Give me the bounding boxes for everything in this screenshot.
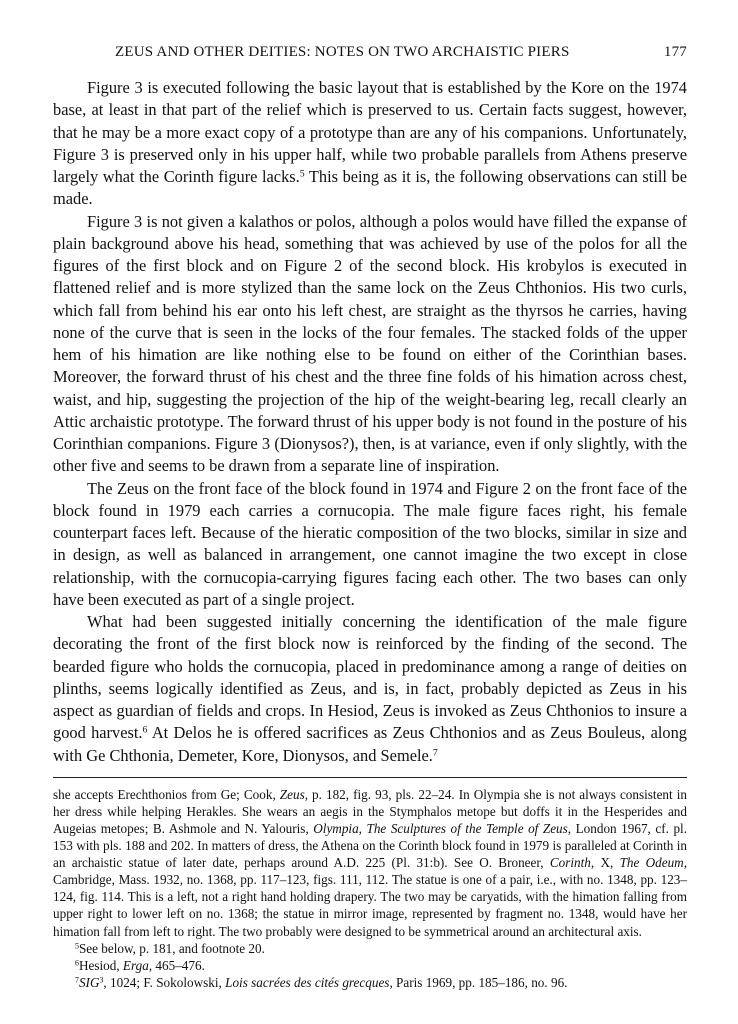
footnote-continued-part-a: she accepts Erechthonios from Ge; Cook, (53, 786, 280, 802)
paragraph-3: The Zeus on the front face of the block found in 1974 and Figure 2 on the front face of the block found in 1979 each carries a cornucopia. The male figure faces right, his female counterpart faces left. Because of the hieratic composition of the two blocks, similar in size and in design, as well as balanced in arrangement, one cannot imagine the two except in close relationship, with the cornucopia-carrying figures facing each other. The two bases can only have been executed as part of a single project. (53, 478, 687, 609)
footnote-continued (53, 786, 687, 940)
footnote-divider (53, 777, 687, 778)
footnote-6-tail: , 465–476. (148, 957, 205, 973)
footnote-7-edition: 3 (99, 975, 104, 985)
footnote-5-text: See below, p. 181, and footnote 20. (78, 940, 265, 956)
running-title: ZEUS AND OTHER DEITIES: NOTES ON TWO ARCHAISTIC PIERS (115, 44, 570, 60)
body-text (53, 77, 687, 767)
footnote-5 (53, 940, 687, 957)
page (53, 44, 687, 991)
footnote-continued-title-olympia: Olympia, The Sculptures of the Temple of Zeus (313, 820, 568, 836)
footnote-7-tail: , Paris 1969, pp. 185–186, no. 96. (389, 974, 568, 990)
page-number: 177 (663, 44, 687, 60)
footnote-ref-5[interactable]: 5 (299, 168, 305, 180)
footnote-7-title: Lois sacrées des cités grecques (225, 974, 390, 990)
paragraph-4-text-1: What had been suggested initially concerning the identification of the male figure decorating the front of the first block now is reinforced by the finding of the second. The bearded figure who holds the cornucopia, placed in predominance among a range of deities on plinths, seems logically identified as Zeus, and is, in fact, probably depicted as Zeus in his aspect as guardian of fields and crops. In Hesiod, Zeus is invoked as Zeus Chthonios to insure a good harvest. (53, 612, 687, 743)
paragraph-4 (53, 611, 687, 767)
footnote-6-text: Hesiod, (78, 957, 123, 973)
footnote-continued-part-c: , London 1967, cf. pl. 153 with pls. 188 and 202. In matters of dress, the Athena on the Corinth block found in 1979 is paralleled at Corinth in an archaistic statue of later date, perhaps around A.D. 225 (Pl. 31:b). See O. Broneer, (53, 820, 687, 871)
footnotes (53, 786, 687, 991)
paragraph-1 (53, 77, 687, 211)
footnote-7-marker: 7 (75, 975, 79, 985)
footnote-7 (53, 974, 687, 991)
footnote-5-marker: 5 (75, 941, 79, 951)
footnote-continued-title-corinth: Corinth (549, 855, 591, 871)
paragraph-2: Figure 3 is not given a kalathos or polos, although a polos would have filled the expanse of plain background above his head, something that was achieved by use of the polos for all the figures of the first block and on Figure 2 of the second block. His krobylos is executed in flattened relief and is more stylized than the same lock on the Zeus Chthonios. His two curls, which fall from behind his ear onto his left chest, are straight as the thyrsos he carries, having none of the curve that is seen in the locks of the four females. The stacked folds of the upper hem of his himation are like nothing else to be found on either of the Corinthian bases. Moreover, the forward thrust of his chest and the three fine folds of his himation across chest, waist, and hip, suggesting the projection of the hip of the weight-bearing leg, recall clearly an Attic archaistic prototype. The forward thrust of his upper body is not found in the posture of his Corinthian companions. Figure 3 (Dionysos?), then, is at variance, even if only slightly, with the other five and seems to be drawn from a separate line of inspiration. (53, 211, 687, 476)
footnote-continued-title-odeum: The Odeum (619, 855, 684, 871)
paragraph-1-tail: This being as it is, the following observations can still be made. (53, 167, 687, 209)
running-head (53, 44, 687, 66)
footnote-7-text: , 1024; F. Sokolowski, (103, 974, 226, 990)
paragraph-4-text-2: At Delos he is offered sacrifices as Zeus Chthonios and as Zeus Bouleus, along with Ge Chthonia, Demeter, Kore, Dionysos, and Semele. (53, 723, 687, 765)
footnote-ref-7[interactable]: 7 (432, 747, 438, 759)
footnote-7-abbr: SIG (78, 974, 100, 990)
footnote-6 (53, 957, 687, 974)
footnote-continued-part-e: , Cambridge, Mass. 1932, no. 1368, pp. 117–123, figs. 111, 112. The statue is one of a pair, i.e., with no. 1348, pp. 123–124, fig. 114. This is a left, not a right hand holding drapery. The two may be caryatids, with the himation falling from upper right to lower left on no. 1368; the statue in mirror image, represented by fragment no. 1348, would have her himation fall from left to right. The two probably were designed to be symmetrical around an architectural axis. (53, 855, 688, 939)
paragraph-1-text: Figure 3 is executed following the basic layout that is established by the Kore on the 1974 base, at least in that part of the relief which is preserved to us. Certain facts suggest, however, that he may be a more exact copy of a prototype than are any of his companions. Unfortunately, Figure 3 is preserved only in his upper half, while two probable parallels from Athens preserve largely what the Corinth figure lacks. (53, 78, 687, 186)
footnote-continued-part-d: , X, (590, 855, 620, 871)
footnote-6-title: Erga (122, 957, 149, 973)
footnote-ref-6[interactable]: 6 (142, 724, 148, 736)
footnote-continued-title-zeus: Zeus (279, 786, 305, 802)
footnote-6-marker: 6 (75, 958, 79, 968)
footnote-continued-part-b: , p. 182, fig. 93, pls. 22–24. In Olympia she is not always consistent in her dress while helping Herakles. She wears an aegis in the Stymphalos metope but doffs it in the Hesperides and Augeias metopes; B. Ashmole and N. Yalouris, (53, 786, 687, 836)
